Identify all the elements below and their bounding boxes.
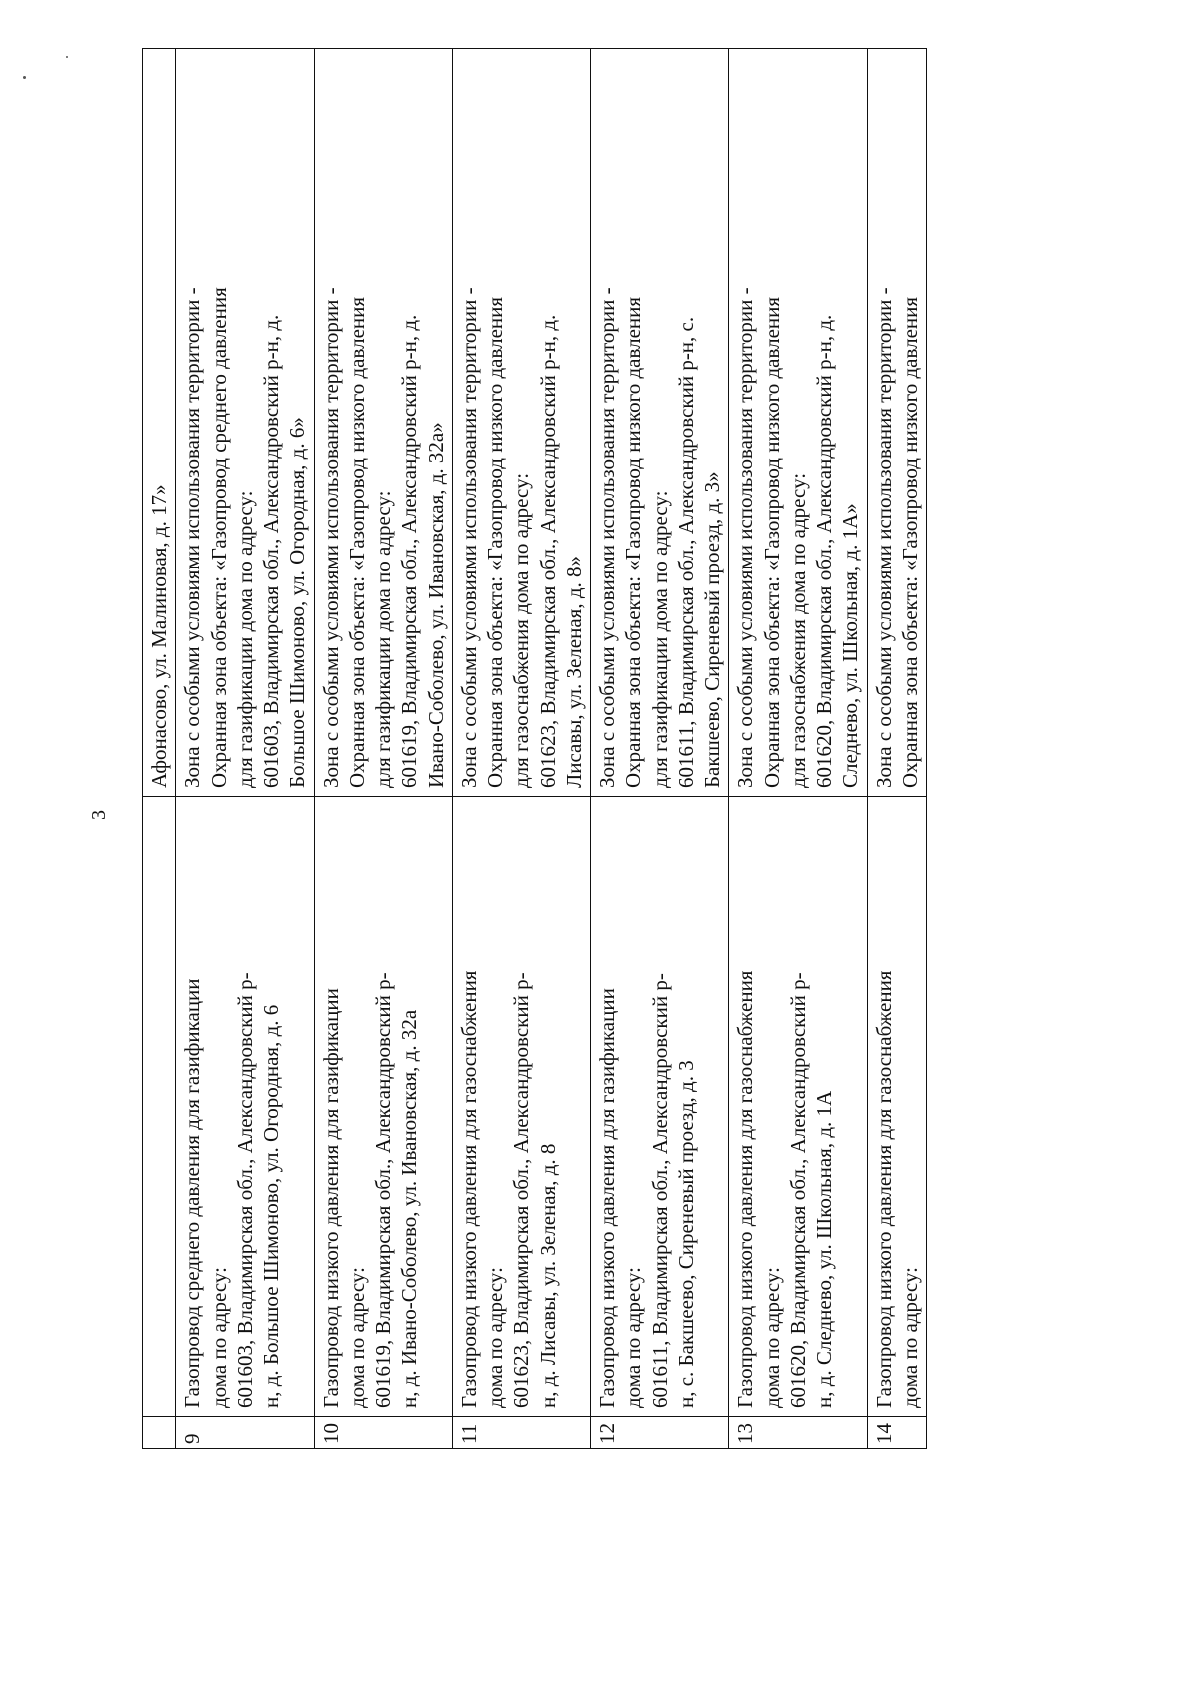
cell-number xyxy=(143,1417,176,1449)
scan-speck xyxy=(23,76,26,79)
object-line: дома по адресу: xyxy=(344,1267,369,1408)
zone-line: Следнево, ул. Школьная, д. 1А» xyxy=(838,503,863,788)
zone-line: Зона с особыми условиями использования территории - xyxy=(733,287,758,788)
object-line: н, д. Большое Шимоново, ул. Огородная, д. 6 xyxy=(259,1004,283,1408)
cell-number: 11 xyxy=(452,1417,590,1449)
object-line: Газопровод низкого давления для газоснабжения xyxy=(733,970,758,1408)
table-row-9 xyxy=(176,49,314,1449)
scan-speck xyxy=(66,56,68,58)
zone-line: Зона с особыми условиями использования территории - xyxy=(595,287,619,788)
cell-number: 12 xyxy=(591,1417,729,1449)
object-line: Газопровод низкого давления для газификации xyxy=(595,988,619,1408)
zone-line: Охранная зона объекта: «Газопровод низкого давления xyxy=(759,296,784,788)
object-line: 601603, Владимирская обл., Александровский р- xyxy=(232,972,257,1408)
zone-line: Зона с особыми условиями использования территории - xyxy=(871,287,896,788)
object-line: дома по адресу: xyxy=(759,1267,784,1408)
object-line: дома по адресу: xyxy=(897,1267,922,1408)
object-line: н, д. Лисавы, ул. Зеленая, д. 8 xyxy=(535,1143,560,1408)
zone-line: Зона с особыми условиями использования территории - xyxy=(456,287,481,788)
object-line: н, с. Бакшеево, Сиреневый проезд, д. 3 xyxy=(673,1060,698,1408)
cell-object xyxy=(867,797,927,1417)
zone-line: 601620, Владимирская обл., Александровский р-н, д. xyxy=(812,314,836,788)
table-row-14 xyxy=(867,49,927,1449)
object-line: дома по адресу: xyxy=(621,1267,646,1408)
cell-zone xyxy=(314,49,452,797)
zone-line: Охранная зона объекта: «Газопровод низкого давления xyxy=(897,296,922,788)
object-line: Газопровод низкого давления для газификации xyxy=(318,988,343,1408)
cell-object xyxy=(452,797,590,1417)
object-line: 601620, Владимирская обл., Александровский р- xyxy=(785,972,810,1408)
cell-number: 10 xyxy=(314,1417,452,1449)
zone-line: Ивано-Соболево, ул. Ивановская, д. 32а» xyxy=(423,422,448,788)
cell-object xyxy=(143,797,176,1417)
zone-line: Охранная зона объекта: «Газопровод низкого давления xyxy=(483,296,507,788)
cell-number: 9 xyxy=(176,1417,314,1449)
object-line: 601623, Владимирская обл., Александровский р- xyxy=(509,972,534,1408)
cell-zone xyxy=(867,49,927,797)
zone-line: для газификации дома по адресу: xyxy=(647,490,672,788)
cell-zone xyxy=(591,49,729,797)
page-number: 3 xyxy=(88,810,110,820)
table-row-continuation xyxy=(143,49,176,1449)
zone-line: Афонасово, ул. Малиновая, д. 17» xyxy=(147,484,171,788)
table-row-13 xyxy=(729,49,867,1449)
table-row-11 xyxy=(452,49,590,1449)
rotated-table-container xyxy=(142,49,1047,1449)
zone-line: 601611, Владимирская обл., Александровский р-н, с. xyxy=(673,316,698,788)
object-line: Газопровод низкого давления для газоснабжения xyxy=(456,970,481,1408)
gas-pipeline-zones-table xyxy=(142,48,927,1449)
object-line: н, д. Ивано-Соболево, ул. Ивановская, д. 32а xyxy=(397,1009,422,1408)
object-line: Газопровод среднего давления для газификации xyxy=(180,978,205,1408)
cell-object xyxy=(314,797,452,1417)
zone-line: Лисавы, ул. Зеленая, д. 8» xyxy=(561,555,586,788)
cell-object xyxy=(176,797,314,1417)
cell-zone xyxy=(176,49,314,797)
zone-line: 601619, Владимирская обл., Александровский р-н, д. xyxy=(397,314,422,788)
object-line: дома по адресу: xyxy=(206,1267,231,1408)
cell-zone xyxy=(452,49,590,797)
zone-line: для газификации дома по адресу: xyxy=(371,490,395,788)
cell-object xyxy=(591,797,729,1417)
cell-zone xyxy=(729,49,867,797)
zone-line: Зона с особыми условиями использования территории - xyxy=(180,287,205,788)
zone-line: Большое Шимоново, ул. Огородная, д. 6» xyxy=(285,417,310,788)
cell-number: 13 xyxy=(729,1417,867,1449)
cell-object xyxy=(729,797,867,1417)
zone-line: для газоснабжения дома по адресу: xyxy=(509,472,534,788)
zone-line: 601603, Владимирская обл., Александровский р-н, д. xyxy=(259,314,283,788)
object-line: н, д. Следнево, ул. Школьная, д. 1А xyxy=(812,1090,836,1408)
object-line: 601619, Владимирская обл., Александровский р- xyxy=(371,972,395,1408)
object-line: дома по адресу: xyxy=(483,1267,507,1408)
zone-line: Охранная зона объекта: «Газопровод низкого давления xyxy=(621,296,646,788)
object-line: 601611, Владимирская обл., Александровский р- xyxy=(647,973,672,1408)
zone-line: для газоснабжения дома по адресу: xyxy=(785,472,810,788)
zone-line: Охранная зона объекта: «Газопровод среднего давления xyxy=(206,287,231,788)
zone-line: Охранная зона объекта: «Газопровод низкого давления xyxy=(344,296,369,788)
zone-line: 601623, Владимирская обл., Александровский р-н, д. xyxy=(535,314,560,788)
object-line: Газопровод низкого давления для газоснабжения xyxy=(871,970,896,1408)
zone-line: Зона с особыми условиями использования территории - xyxy=(318,287,343,788)
table-row-10 xyxy=(314,49,452,1449)
zone-line: Бакшеево, Сиреневый проезд, д. 3» xyxy=(700,471,724,788)
cell-zone xyxy=(143,49,176,797)
table-row-12 xyxy=(591,49,729,1449)
zone-line: для газификации дома по адресу: xyxy=(232,490,257,788)
cell-number: 14 xyxy=(867,1417,927,1449)
